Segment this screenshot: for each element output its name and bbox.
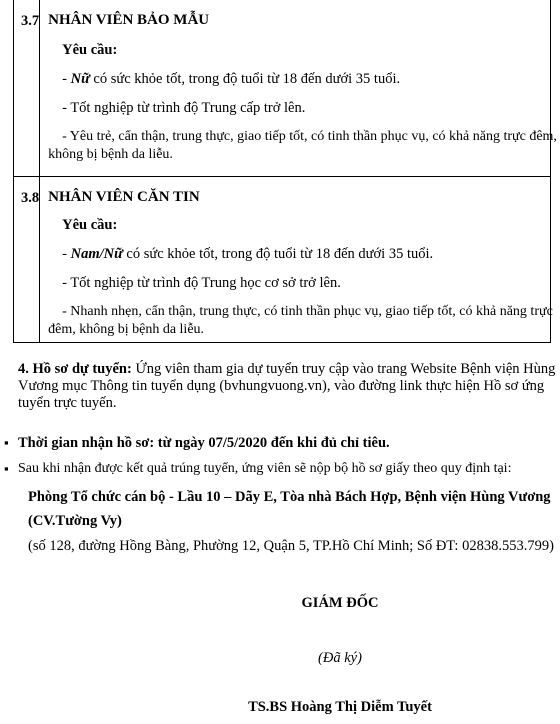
requirement-line: - Nữ có sức khỏe tốt, trong độ tuổi từ 18 đến dưới 35 tuổi.: [62, 71, 401, 87]
requirement-line: - Yêu trẻ, cẩn thận, trung thực, giao tiếp tốt, có tinh thần phục vụ, có khả năng trực đêm,: [62, 129, 557, 144]
office-line: Phòng Tổ chức cán bộ - Lầu 10 – Dãy E, Tòa nhà Bách Hợp, Bệnh viện Hùng Vương: [28, 489, 551, 505]
signature-name: TS.BS Hoàng Thị Diễm Tuyết: [248, 699, 432, 715]
section-4-line: 4. Hồ sơ dự tuyển: Ứng viên tham gia dự tuyển truy cập vào trang Website Bệnh viện Hùng: [18, 361, 556, 377]
requirement-line: không bị bệnh da liễu.: [48, 147, 173, 162]
position-title: NHÂN VIÊN BẢO MẪU: [48, 12, 210, 28]
deadline-bullet: ▪ Thời gian nhận hồ sơ: từ ngày 07/5/2020 đến khi đủ chỉ tiêu.: [18, 435, 390, 452]
row-content: [40, 177, 560, 342]
requirement-line: - Tốt nghiệp từ trình độ Trung cấp trở lên.: [62, 100, 306, 116]
requirement-line: - Nhanh nhẹn, cẩn thận, trung thực, có tinh thần phục vụ, giao tiếp tốt, có khả năng trực: [62, 304, 553, 319]
row-number: 3.8: [14, 177, 40, 342]
requirement-line: - Tốt nghiệp từ trình độ Trung học cơ sở trở lên.: [62, 275, 341, 291]
position-title: NHÂN VIÊN CĂN TIN: [48, 189, 200, 205]
signature-status: (Đã ký): [318, 650, 362, 666]
requirements-label: Yêu cầu:: [62, 217, 118, 233]
submission-bullet: ▪ Sau khi nhận được kết quả trúng tuyển, ứng viên sẽ nộp bộ hồ sơ giấy theo quy định tại:: [18, 461, 511, 477]
row-content: [40, 0, 560, 176]
office-address: (số 128, đường Hồng Bàng, Phường 12, Quận 5, TP.Hồ Chí Minh; Số ĐT: 02838.553.799): [28, 538, 554, 554]
signature-role: GIÁM ĐỐC: [301, 595, 379, 611]
table-row: [14, 177, 553, 342]
table-row: [14, 0, 557, 177]
section-4: [18, 361, 556, 412]
requirements-label: Yêu cầu:: [62, 42, 118, 58]
section-4-line: tuyển trực tuyến.: [18, 395, 117, 411]
section-4-line: Vương mục Thông tin tuyển dụng (bvhungvuong.vn), vào đường link thực hiện Hồ sơ ứng: [18, 378, 545, 394]
requirement-line: - Nam/Nữ có sức khỏe tốt, trong độ tuổi từ 18 đến dưới 35 tuổi.: [62, 246, 434, 262]
requirement-line: đêm, không bị bệnh da liễu.: [48, 322, 205, 337]
requirements-table: [13, 0, 557, 343]
office-contact: (CV.Tường Vy): [28, 513, 122, 529]
row-number: 3.7: [14, 0, 40, 176]
